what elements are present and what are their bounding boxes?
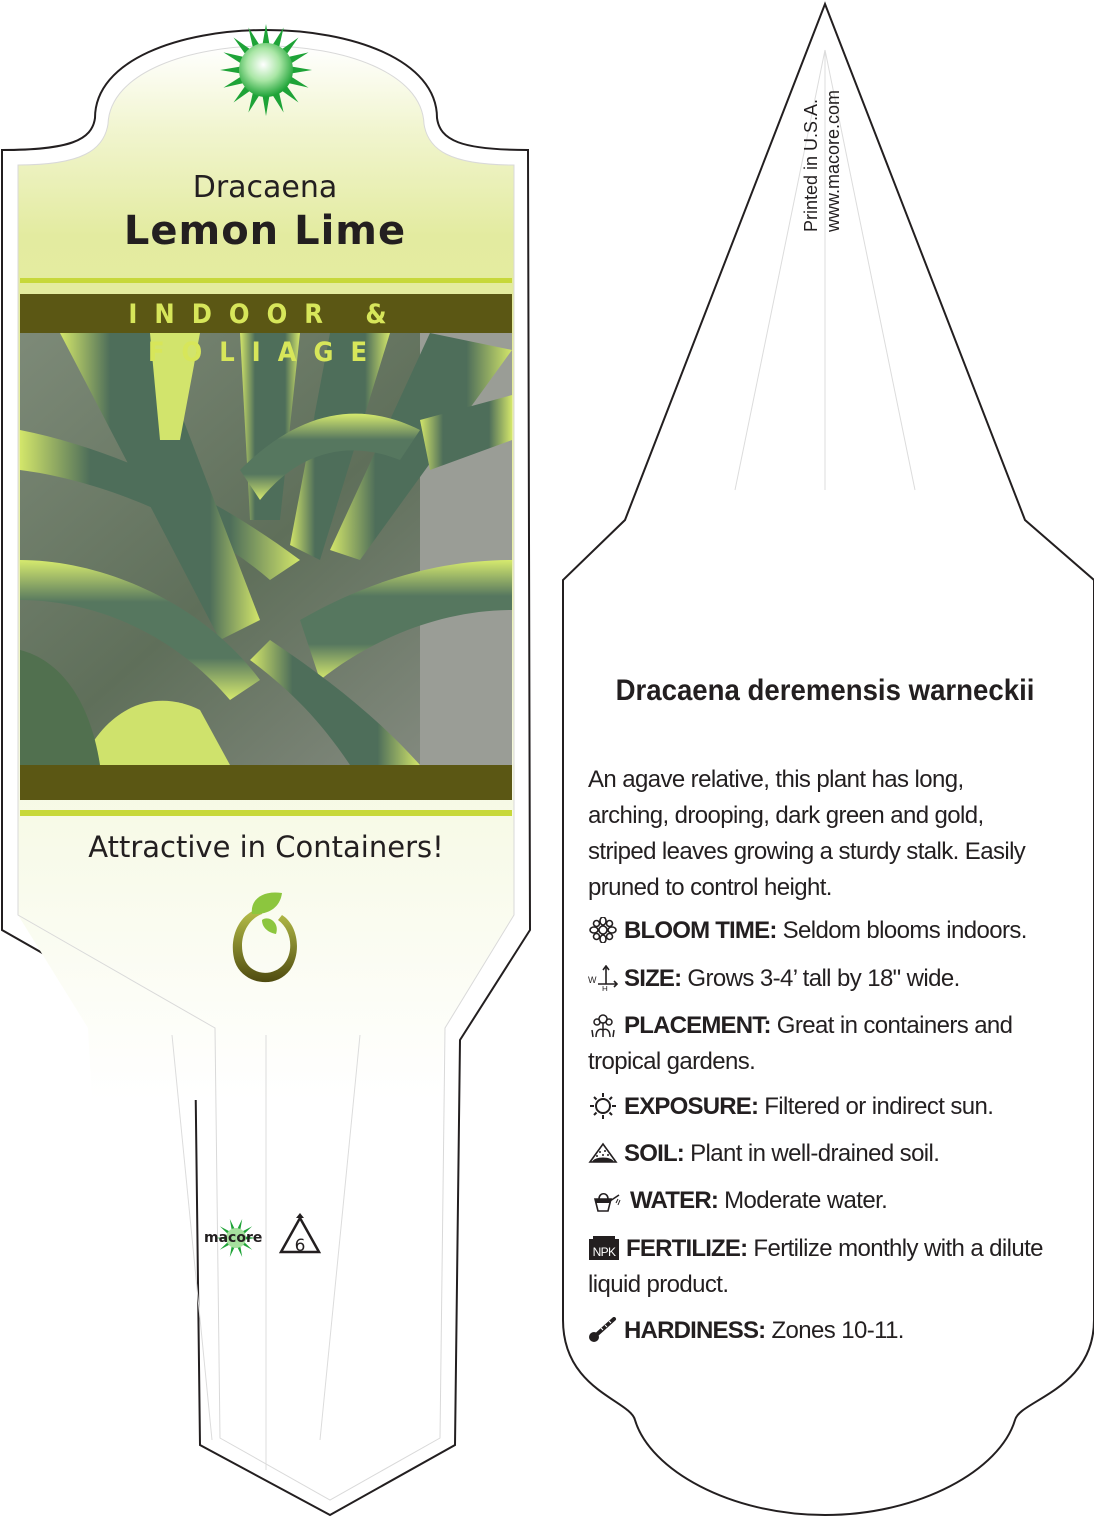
category-label: INDOOR & FOLIAGE — [128, 299, 404, 368]
attribute-placement — [588, 1008, 1058, 1080]
attribute-exposure — [588, 1089, 1058, 1125]
svg-text:NPK: NPK — [592, 1245, 616, 1259]
attribute-water — [588, 1183, 1058, 1219]
attr-label: SIZE: — [624, 965, 682, 992]
attr-value: Seldom blooms indoors. — [782, 917, 1027, 944]
photo-bottom-band — [20, 765, 512, 800]
attr-value: Zones 10-11. — [771, 1317, 904, 1344]
placement-icon — [588, 1012, 618, 1038]
attribute-hardiness — [588, 1313, 1058, 1349]
attr-value: Fertilize monthly with a dilute liquid product. — [588, 1235, 1043, 1298]
watering-can-icon — [588, 1187, 624, 1213]
lime-rule-bottom — [20, 810, 512, 816]
flower-icon — [588, 917, 618, 943]
printer-info — [800, 62, 860, 232]
scientific-name: Dracaena deremensis warneckii — [615, 674, 1035, 707]
npk-icon — [588, 1235, 620, 1261]
plant-photo — [20, 333, 512, 765]
printed-in-label: Printed in U.S.A. — [801, 98, 821, 232]
attr-label: EXPOSURE: — [624, 1093, 759, 1120]
attr-label: HARDINESS: — [624, 1317, 766, 1344]
attr-label: PLACEMENT: — [624, 1012, 771, 1039]
svg-text:H: H — [602, 985, 608, 991]
sun-logo-icon — [220, 24, 312, 116]
thermometer-icon — [588, 1317, 618, 1343]
attr-value: Filtered or indirect sun. — [764, 1093, 994, 1120]
size-icon — [588, 965, 618, 991]
attribute-bloom-time — [588, 913, 1058, 949]
tagline: Attractive in Containers! — [88, 830, 444, 864]
recycle-code: 6 — [294, 1236, 306, 1256]
cultivar-title: Lemon Lime — [123, 208, 407, 254]
attr-value: Great in containers and tropical gardens. — [588, 1012, 1013, 1075]
svg-text:W: W — [588, 975, 596, 985]
attr-value: Grows 3-4’ tall by 18" wide. — [687, 965, 960, 992]
attribute-soil — [588, 1136, 1058, 1172]
website-label: www.macore.com — [823, 89, 843, 232]
attr-value: Moderate water. — [724, 1187, 888, 1214]
plant-description: An agave relative, this plant has long, arching, drooping, dark green and gold, striped leaves growing a sturdy stalk. Easily pruned to control height. — [588, 766, 1026, 901]
attr-label: BLOOM TIME: — [624, 917, 777, 944]
attribute-fertilize — [588, 1231, 1058, 1303]
attribute-size — [588, 961, 1058, 997]
sun-icon — [588, 1093, 618, 1119]
attr-value: Plant in well-drained soil. — [690, 1140, 940, 1167]
lime-rule-top — [20, 278, 512, 283]
genus-title: Dracaena — [192, 170, 338, 205]
soil-icon — [588, 1140, 618, 1166]
attr-label: FERTILIZE: — [626, 1235, 748, 1262]
attr-label: SOIL: — [624, 1140, 684, 1167]
attr-label: WATER: — [630, 1187, 719, 1214]
macore-logo-text: macore — [204, 1230, 263, 1246]
